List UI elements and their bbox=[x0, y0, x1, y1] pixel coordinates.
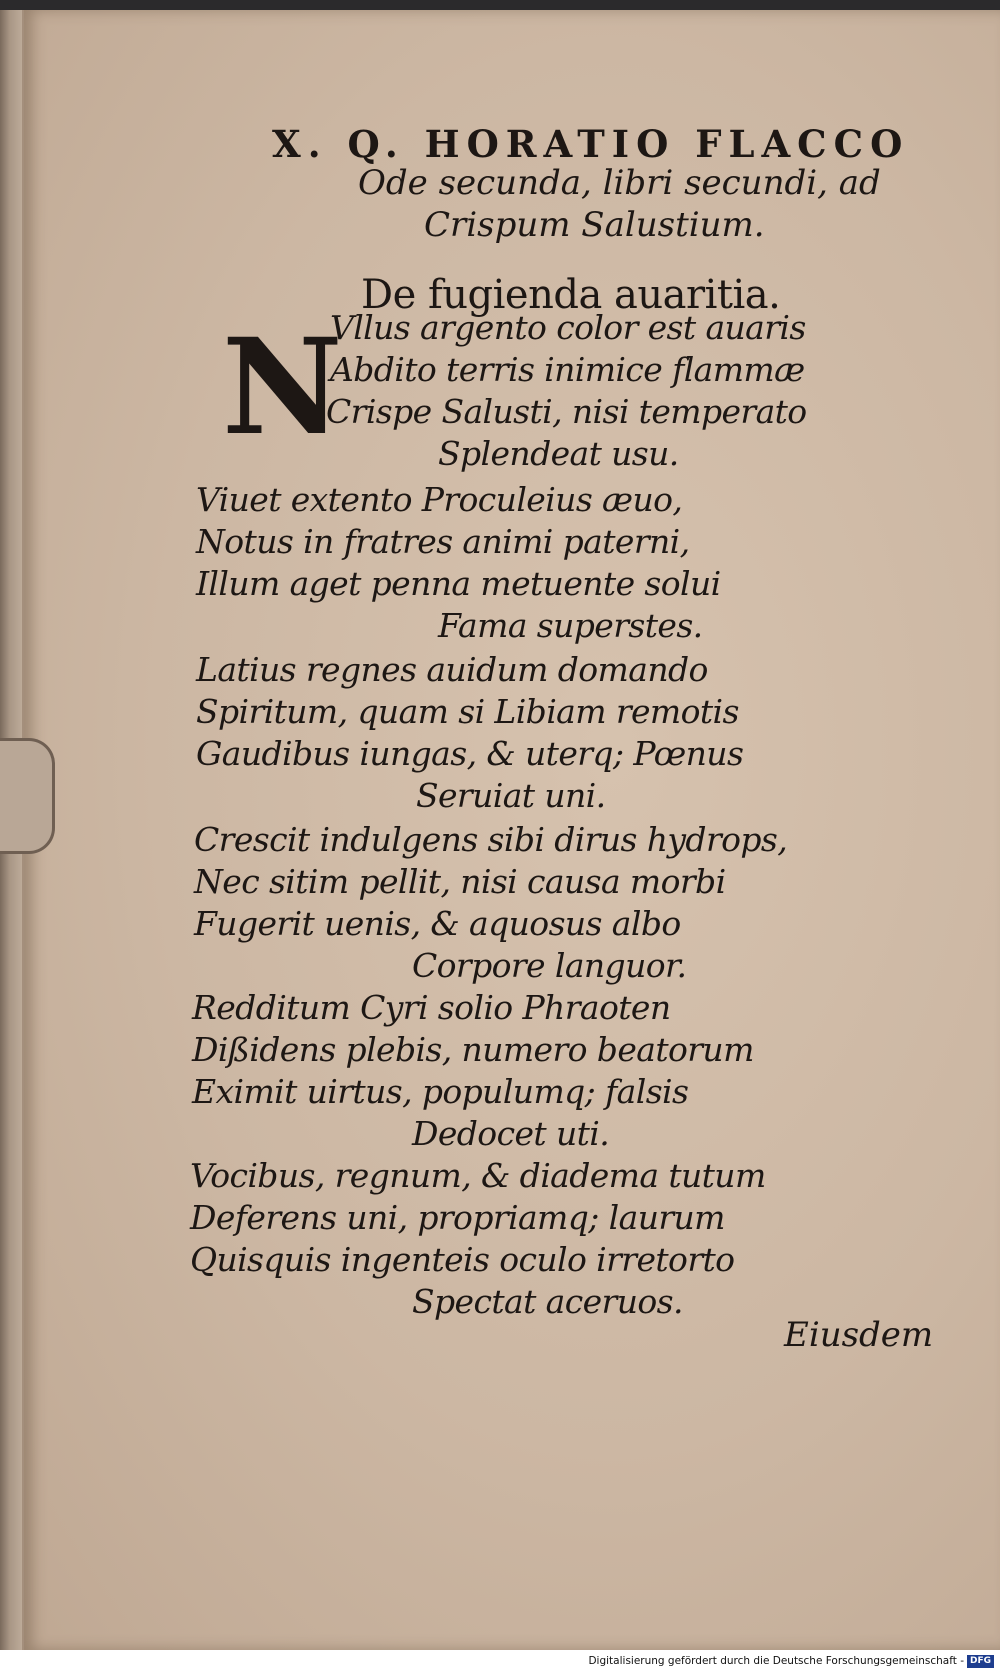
poem-line: Illum aget penna metuente solui bbox=[196, 564, 721, 603]
poem-line: Abdito terris inimice flammæ bbox=[330, 350, 805, 389]
poem-line: Crispe Salusti, nisi temperato bbox=[326, 392, 807, 431]
subhead-line: Ode secunda, libri secundi, ad bbox=[358, 163, 881, 203]
digitization-credit bbox=[570, 1652, 994, 1670]
poem-line: Fama superstes. bbox=[438, 606, 703, 645]
poem-line: Vllus argento color est auaris bbox=[330, 308, 806, 347]
poem-line: Crescit indulgens sibi dirus hydrops, bbox=[194, 820, 788, 859]
poem-line: Dißidens plebis, numero beatorum bbox=[192, 1030, 754, 1069]
poem-line: Gaudibus iungas, & uterq; Pœnus bbox=[196, 734, 744, 773]
poem-line: Seruiat uni. bbox=[416, 776, 606, 815]
catchword: Eiusdem bbox=[784, 1315, 934, 1355]
poem-line: Viuet extento Proculeius æuo, bbox=[196, 480, 683, 519]
poem-line: Vocibus, regnum, & diadema tutum bbox=[190, 1156, 766, 1195]
poem-title: De fugienda auaritia. bbox=[361, 272, 781, 318]
poem-line: Corpore languor. bbox=[412, 946, 687, 985]
running-head: X. Q. HORATIO FLACCO bbox=[272, 122, 910, 166]
credit-text: Digitalisierung gefördert durch die Deutsche Forschungsgemeinschaft - bbox=[588, 1655, 964, 1667]
poem-line: Notus in fratres animi paterni, bbox=[196, 522, 690, 561]
poem-line: Fugerit uenis, & aquosus albo bbox=[194, 904, 681, 943]
poem-line: Deferens uni, propriamq; laurum bbox=[190, 1198, 725, 1237]
poem-line: Quisquis ingenteis oculo irretorto bbox=[190, 1240, 735, 1279]
poem-line: Dedocet uti. bbox=[412, 1114, 610, 1153]
poem-line: Latius regnes auidum domando bbox=[196, 650, 708, 689]
poem-line: Redditum Cyri solio Phraoten bbox=[192, 988, 671, 1027]
page-text bbox=[24, 10, 1000, 1650]
dfg-logo: DFG bbox=[967, 1655, 994, 1668]
book-clasp bbox=[0, 738, 55, 854]
top-border bbox=[0, 0, 1000, 10]
poem-line: Splendeat usu. bbox=[438, 434, 679, 473]
drop-cap: N bbox=[222, 310, 343, 465]
book-page bbox=[22, 10, 1000, 1650]
poem-line: Spiritum, quam si Libiam remotis bbox=[196, 692, 739, 731]
subhead-line: Crispum Salustium. bbox=[424, 205, 765, 245]
poem-line: Spectat aceruos. bbox=[412, 1282, 683, 1321]
poem-line: Nec sitim pellit, nisi causa morbi bbox=[194, 862, 726, 901]
poem-line: Eximit uirtus, populumq; falsis bbox=[192, 1072, 689, 1111]
